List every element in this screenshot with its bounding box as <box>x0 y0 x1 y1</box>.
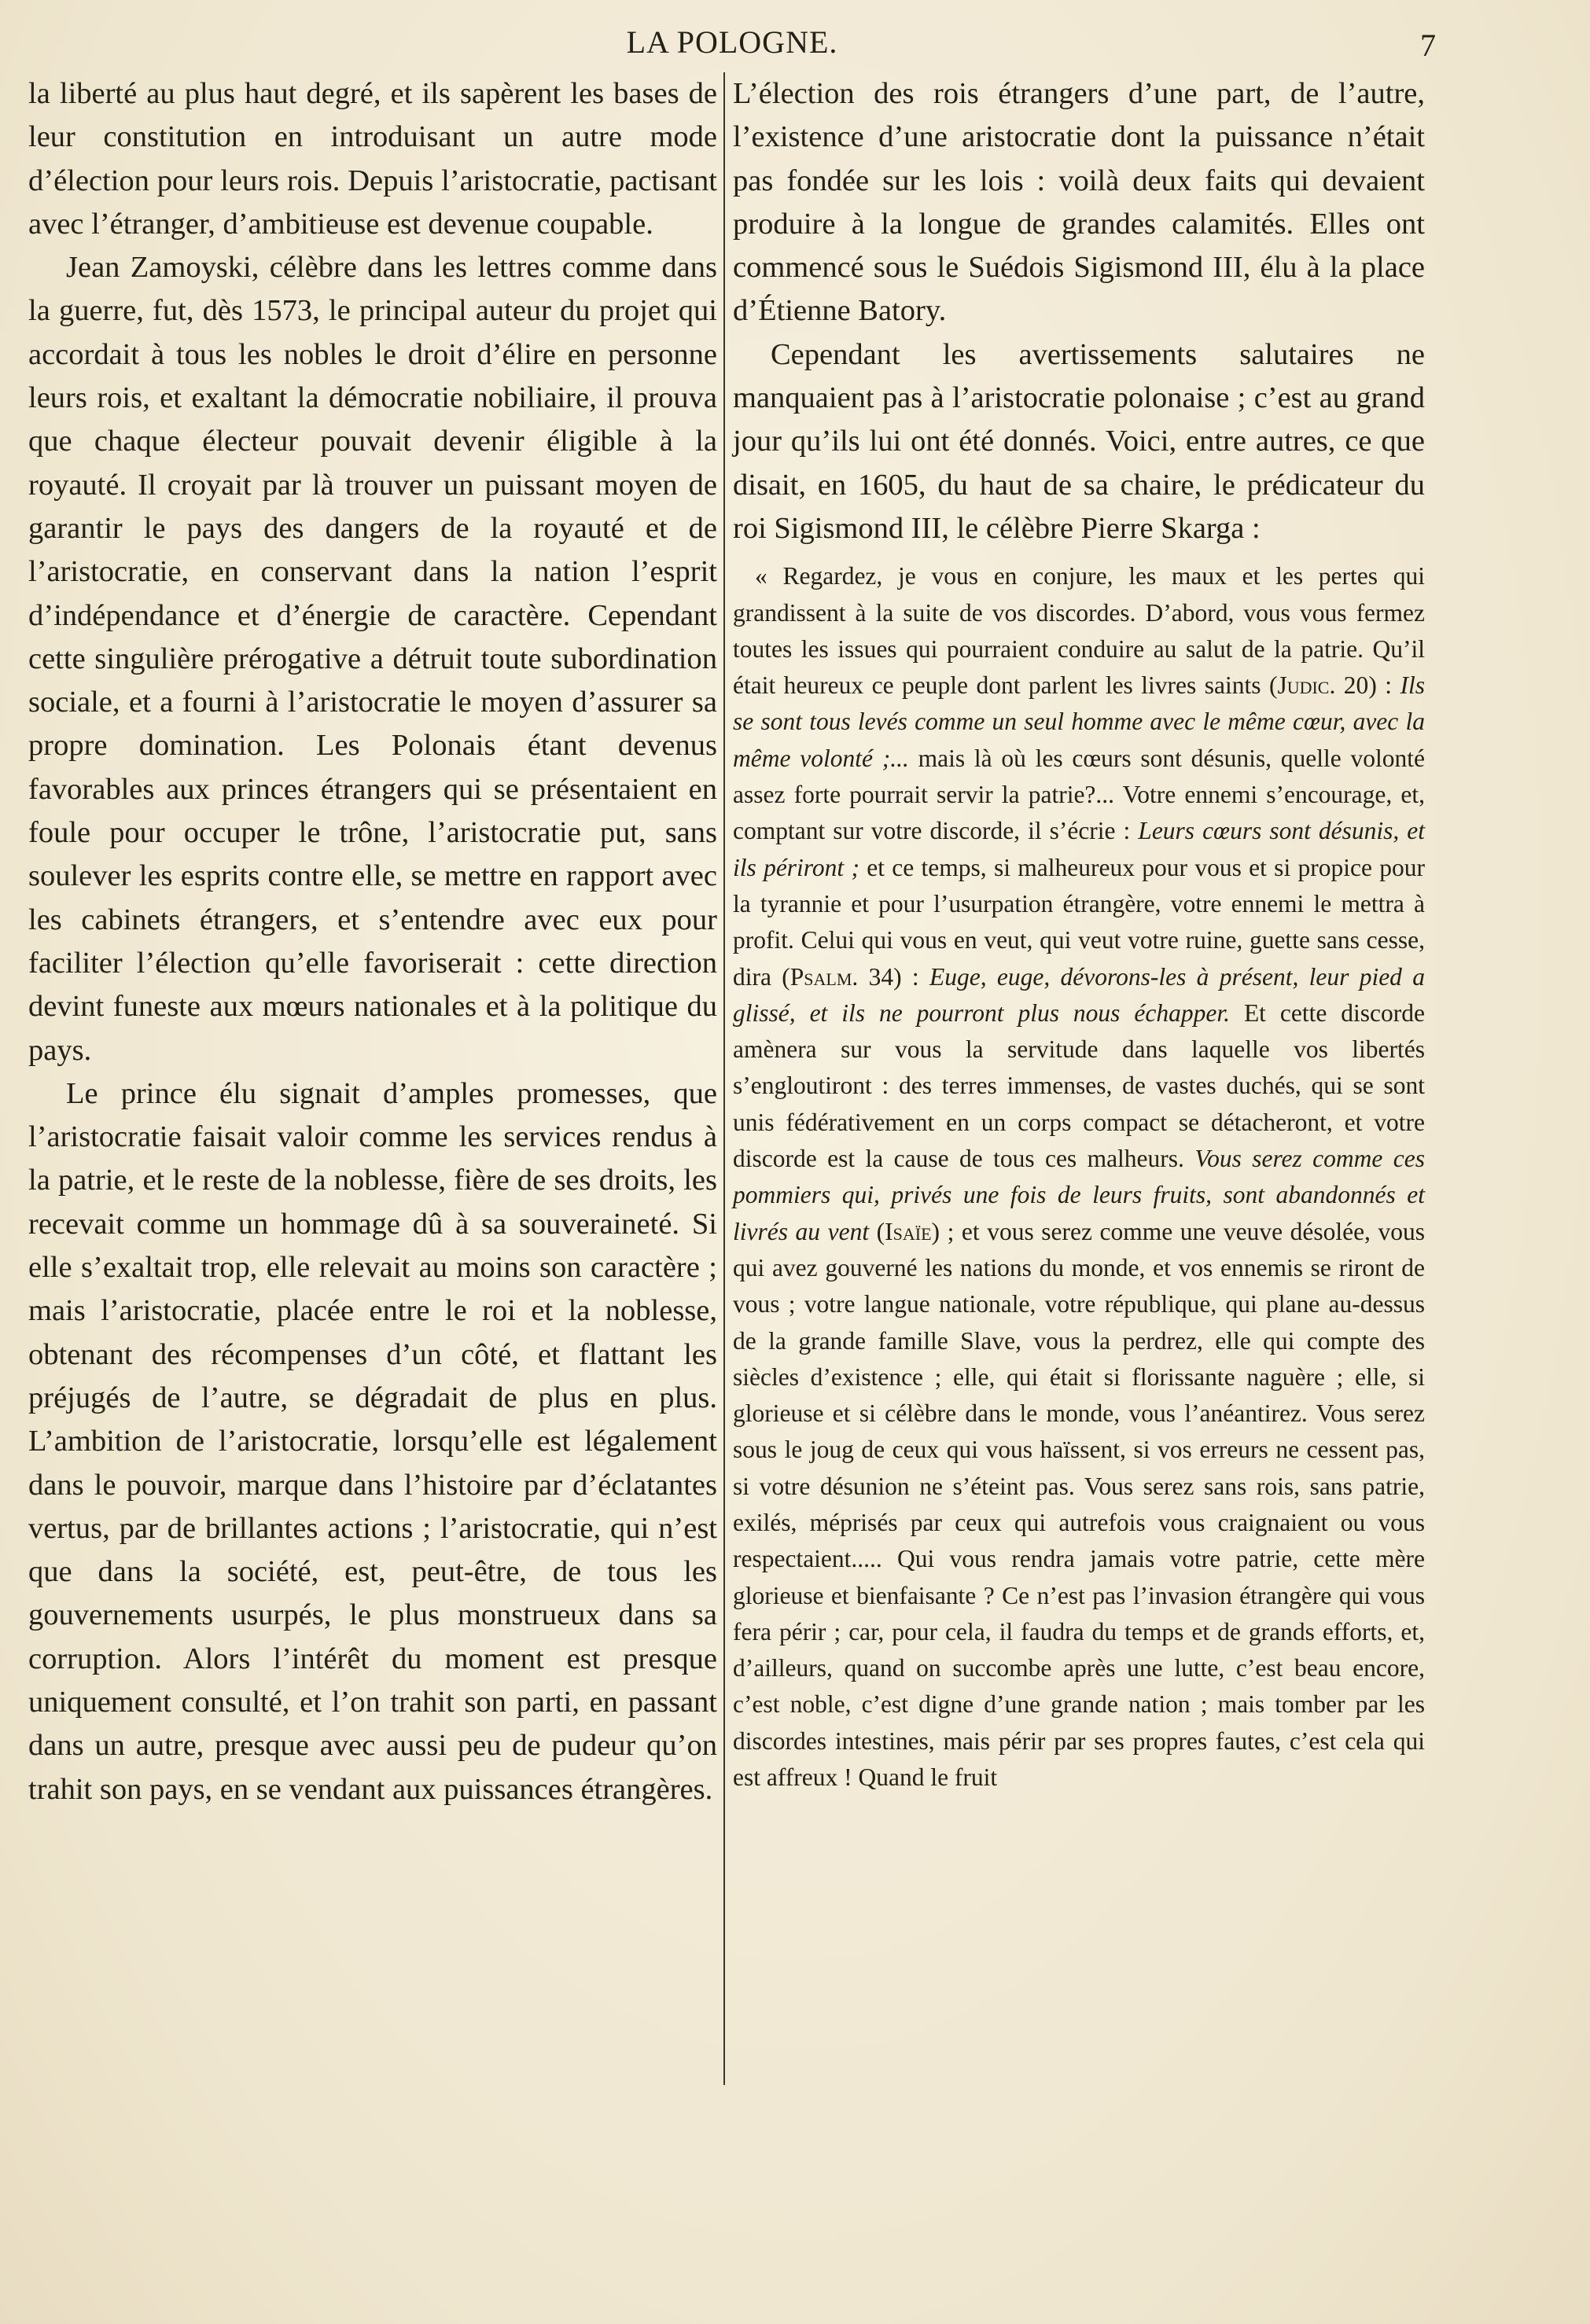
paragraph: Le prince élu signait d’amples promesses, que l’aristocratie faisait valoir comme les services rendus à la patrie, et le reste de la noblesse, fière de ses droits, les recevait comme un hommage dû à sa souveraineté. Si elle s’exaltait trop, elle relevait au moins son caractère ; mais l’aristocratie, placée entre le roi et la noblesse, obtenant des récompenses d’un côté, et flattant les préjugés de l’autre, se dégradait de plus en plus. L’ambition de l’aristocratie, lorsqu’elle est légalement dans le pouvoir, marque dans l’histoire par d’éclatantes vertus, par de brillantes actions ; l’aristocratie, qui n’est que dans la société, est, peut-être, de tous les gouvernements usurpés, le plus monstrueux dans sa corruption. Alors l’intérêt du moment est presque uniquement consulté, et l’on trahit son parti, en passant dans un autre, presque avec aussi peu de pudeur qu’on trahit son pays, en se vendant aux puissances étrangères. <box>28 1076 717 1806</box>
paragraph: Cependant les avertissements salutaires ne manquaient pas à l’aristocratie polonaise ; c’est au grand jour qu’ils lui ont été donnés. Voici, entre autres, ce que disait, en 1605, du haut de sa chaire, le prédicateur du roi Sigismond III, le célèbre Pierre Skarga : <box>733 337 1425 545</box>
quote-italic: Leurs cœurs sont désunis, et ils périront ; <box>733 817 1425 881</box>
quote-text: ) : <box>1368 671 1400 700</box>
scripture-reference: Psalm. 34 <box>789 962 894 991</box>
block-quote <box>733 558 1425 1796</box>
quote-text: mais là où les cœurs sont désunis, quelle volonté assez forte pourrait servir la patrie?... Votre ennemi s’encourage, et, comptant sur votre discorde, il s’écrie : <box>733 744 1425 845</box>
running-title: LA POLOGNE. <box>626 24 838 60</box>
quote-text: ( <box>869 1217 885 1245</box>
right-column <box>733 72 1425 1796</box>
quote-text: et ce temps, si malheureux pour vous et si propice pour la tyrannie et pour l’usurpation étrangère, votre ennemi le mettra à profit. Celui qui vous en veut, qui veut votre ruine, guette sans cesse, dira ( <box>733 853 1425 991</box>
quote-text: « Regardez, je vous en conjure, les maux et les pertes qui grandissent à la suite de vos discordes. D’abord, vous vous fermez toutes les issues qui pourraient conduire au salut de la patrie. Qu’il était heureux ce peuple dont parlent les livres saints ( <box>733 562 1425 700</box>
quote-text: ) : <box>893 962 929 991</box>
page-number: 7 <box>1420 28 1436 63</box>
paragraph: Jean Zamoyski, célèbre dans les lettres comme dans la guerre, fut, dès 1573, le principal auteur du projet qui accordait à tous les nobles le droit d’élire en personne leurs rois, et exaltant la démocratie nobiliaire, il prouva que chaque électeur pouvait devenir éligible à la royauté. Il croyait par là trouver un puissant moyen de garantir le pays des dangers de la royauté et de l’aristocratie, en conservant dans la nation l’esprit d’indépendance et d’énergie de caractère. Cependant cette singulière prérogative a détruit toute subordination sociale, et a fourni à l’aristocratie le moyen d’assurer sa propre domination. Les Polonais étant devenus favorables aux princes étrangers qui se présentaient en foule pour occuper le trône, l’aristocratie put, sans soulever les esprits contre elle, se mettre en rapport avec les cabinets étrangers, et s’entendre avec eux pour faciliter l’élection qu’elle favoriserait : cette direction devint funeste aux mœurs nationales et à la politique du pays. <box>28 251 717 1067</box>
scripture-reference: Isaïe <box>885 1217 932 1245</box>
column-divider <box>723 72 725 2085</box>
scripture-reference: Judic. 20 <box>1277 671 1369 700</box>
paragraph: L’élection des rois étrangers d’une part, de l’autre, l’existence d’une aristocratie dont la puissance n’était pas fondée sur les lois : voilà deux faits qui devaient produire à la longue de grandes calamités. Elles ont commencé sous le Suédois Sigismond III, élu à la place d’Étienne Batory. <box>733 77 1425 328</box>
quote-italic: Ils se sont tous levés comme un seul homme avec le même cœur, avec la même volonté ;... <box>733 671 1425 772</box>
quote-italic: Euge, euge, dévorons-les à présent, leur pied a glissé, et ils ne pourront plus nous échapper. <box>733 962 1425 1027</box>
page-header <box>28 24 1436 64</box>
left-column <box>28 72 717 1811</box>
quote-italic: Vous serez comme ces pommiers qui, privés une fois de leurs fruits, sont abandonnés et livrés au vent <box>733 1145 1425 1245</box>
paragraph: la liberté au plus haut degré, et ils sapèrent les bases de leur constitution en introduisant un autre mode d’élection pour leurs rois. Depuis l’aristocratie, pactisant avec l’étranger, d’ambitieuse est devenue coupable. <box>28 77 717 241</box>
quote-text: ) ; et vous serez comme une veuve désolée, vous qui avez gouverné les nations du monde, et vos ennemis se riront de vous ; votre langue nationale, votre république, qui plane au-dessus de la grande famille Slave, vous la perdrez, elle qui compte des siècles d’existence ; elle, qui était si florissante naguère ; elle, si glorieuse et si célèbre dans le monde, vous l’anéantirez. Vous serez sous le joug de ceux qui vous haïssent, si vos erreurs ne cessent pas, si votre désunion ne s’éteint pas. Vous serez sans rois, sans patrie, exilés, méprisés par ceux qui autrefois vous craignaient ou vous respectaient..... Qui vous rendra jamais votre patrie, cette mère glorieuse et bienfaisante ? Ce n’est pas l’invasion étrangère qui vous fera périr ; car, pour cela, il faudra du temps et de grands efforts, et, d’ailleurs, quand on succombe après une lutte, c’est beau encore, c’est noble, c’est digne d’une grande nation ; mais tomber par les discordes intestines, mais périr par ses propres fautes, c’est cela qui est affreux ! Quand le fruit <box>733 1217 1426 1792</box>
quote-text: Et cette discorde amènera sur vous la servitude dans laquelle vos libertés s’engloutiront : des terres immenses, de vastes duchés, qui se sont unis fédérativement en un corps compact se détacheront, et votre discorde est la cause de tous ces malheurs. <box>733 998 1425 1173</box>
